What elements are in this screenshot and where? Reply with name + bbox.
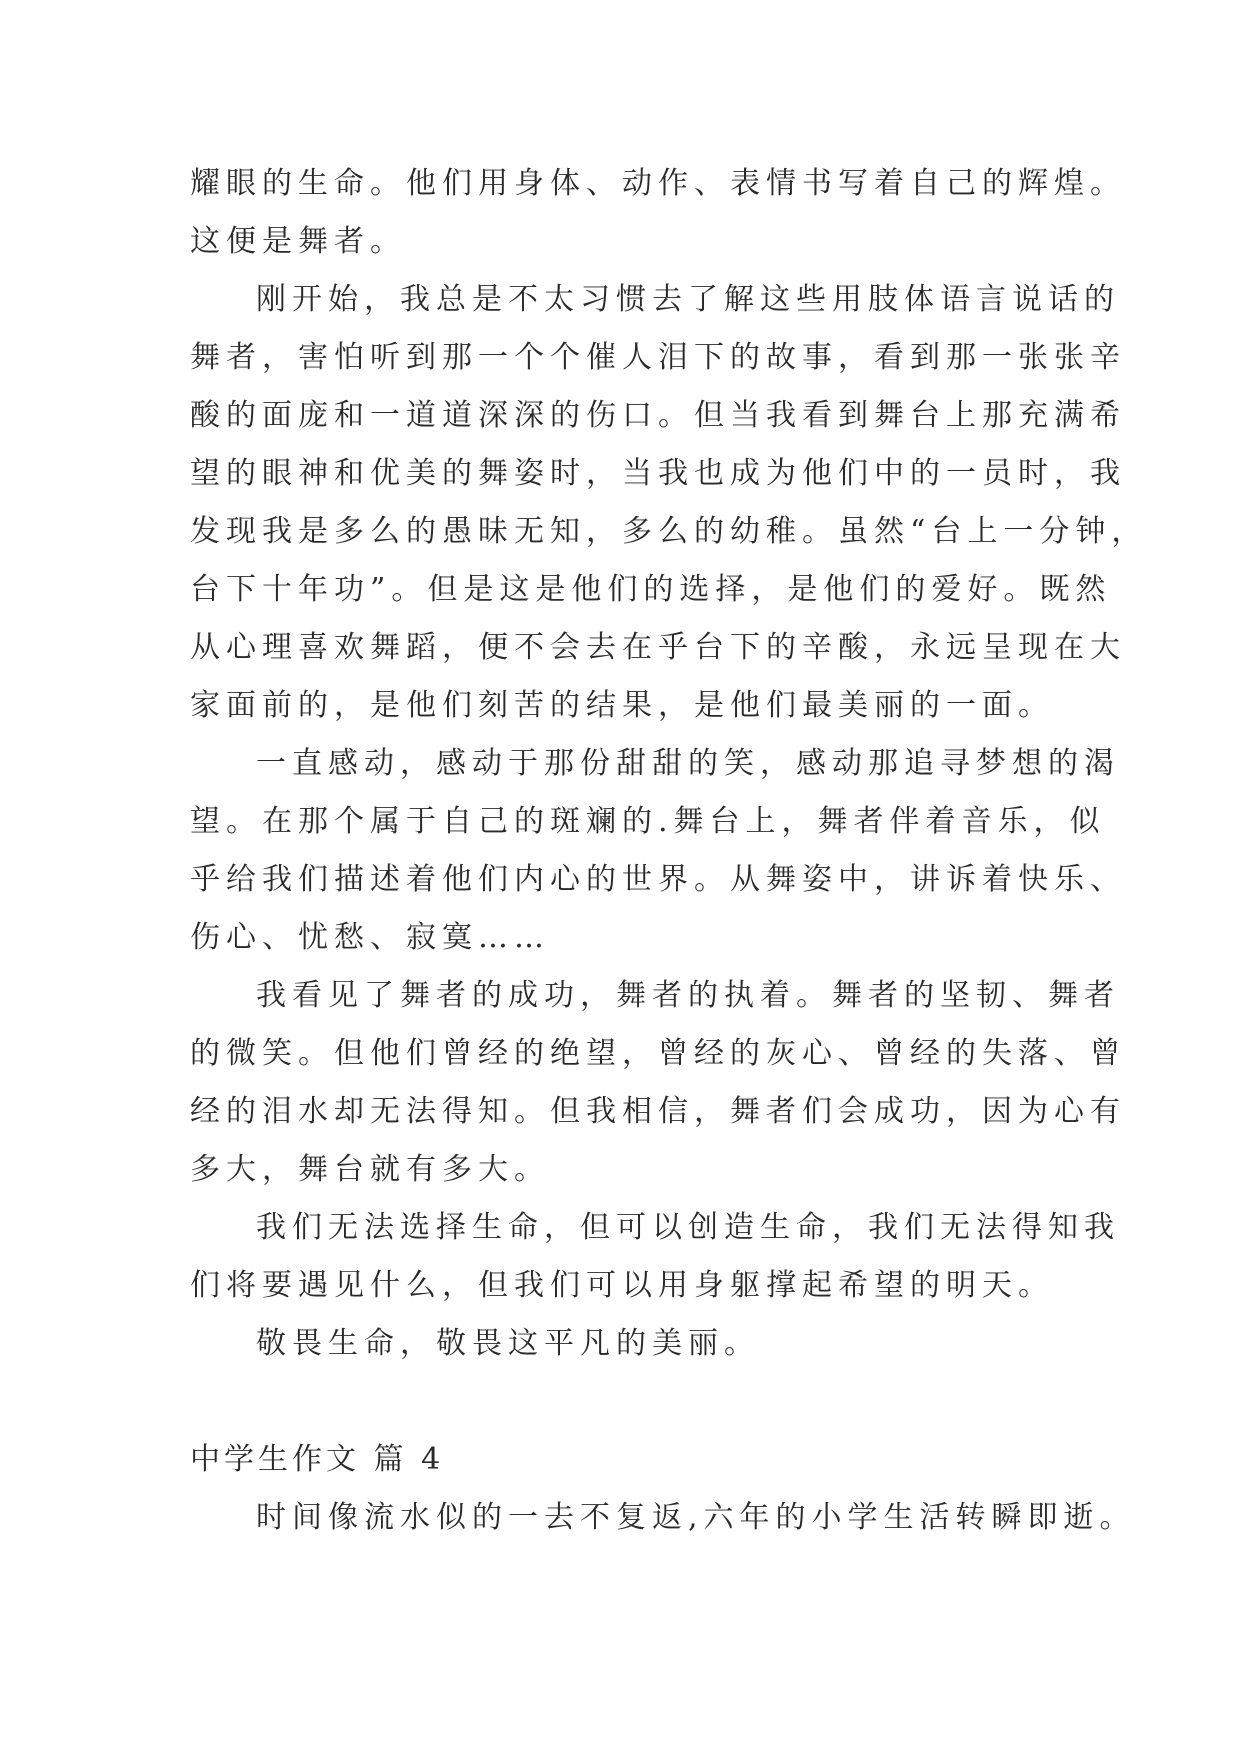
text-line: 们将要遇见什么，但我们可以用身躯撑起希望的明天。 (190, 1268, 1054, 1303)
text-line: 多大，舞台就有多大。 (190, 1152, 550, 1187)
text-line: 伤心、忧愁、寂寞…… (190, 920, 550, 955)
text-line: 的微笑。但他们曾经的绝望，曾经的灰心、曾经的失落、曾 (190, 1036, 1126, 1071)
paragraph (190, 967, 1126, 1199)
paragraph (190, 271, 1148, 735)
text-line: 望的眼神和优美的舞姿时，当我也成为他们中的一员时，我 (190, 456, 1126, 491)
text-line: 耀眼的生命。他们用身体、动作、表情书写着自己的辉煌。 (190, 166, 1126, 201)
text-line: 一直感动，感动于那份甜甜的笑，感动那追寻梦想的渴 (256, 746, 1120, 781)
paragraph (190, 1199, 1120, 1315)
text-line: 我们无法选择生命，但可以创造生命，我们无法得知我 (256, 1210, 1120, 1245)
text-line: 从心理喜欢舞蹈，便不会去在乎台下的辛酸，永远呈现在大 (190, 630, 1126, 665)
section-heading: 中学生作文 篇 4 (190, 1442, 445, 1477)
text-line: 酸的面庞和一道道深深的伤口。但当我看到舞台上那充满希 (190, 398, 1126, 433)
text-line: 我看见了舞者的成功，舞者的执着。舞者的坚韧、舞者 (256, 978, 1120, 1013)
text-line: 经的泪水却无法得知。但我相信，舞者们会成功，因为心有 (190, 1094, 1126, 1129)
text-line: 望。在那个属于自己的斑斓的.舞台上，舞者伴着音乐，似 (190, 804, 1106, 839)
paragraph (190, 735, 1126, 967)
text-line: 刚开始，我总是不太习惯去了解这些用肢体语言说话的 (256, 282, 1120, 317)
text-line: 台下十年功”。但是这是他们的选择，是他们的爱好。既然 (190, 572, 1112, 607)
paragraph (190, 1315, 1060, 1373)
text-line: 时间像流水似的一去不复返,六年的小学生活转瞬即逝。 (256, 1500, 1136, 1535)
paragraph-continued (190, 155, 1126, 271)
text-line: 发现我是多么的愚昧无知，多么的幼稚。虽然“台上一分钟， (190, 514, 1148, 549)
text-line: 舞者，害怕听到那一个个催人泪下的故事，看到那一张张辛 (190, 340, 1126, 375)
text-line: 这便是舞者。 (190, 224, 406, 259)
text-line: 敬畏生命，敬畏这平凡的美丽。 (256, 1326, 760, 1361)
text-line: 乎给我们描述着他们内心的世界。从舞姿中，讲诉着快乐、 (190, 862, 1126, 897)
document-body (190, 155, 1148, 1547)
paragraph (190, 1489, 1136, 1547)
text-line: 家面前的，是他们刻苦的结果，是他们最美丽的一面。 (190, 688, 1054, 723)
